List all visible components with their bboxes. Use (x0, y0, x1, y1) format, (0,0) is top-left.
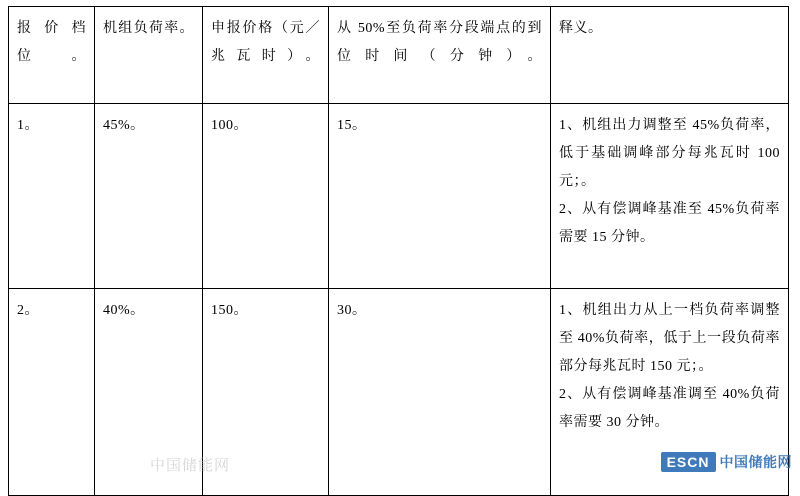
column-header-arrival-time: 从 50%至负荷率分段端点的到位时间（分钟）。 (329, 7, 551, 104)
column-header-load-rate: 机组负荷率。 (95, 7, 203, 104)
cell-definition (551, 104, 789, 289)
peak-shaving-price-table (8, 6, 789, 496)
table-header-row (9, 7, 789, 104)
column-header-bid-level: 报价档位。 (9, 7, 95, 104)
cell-load-rate: 40%。 (95, 289, 203, 496)
cell-bid-level: 1。 (9, 104, 95, 289)
definition-paragraph: 2、从有偿调峰基准至 45%负荷率需要 15 分钟。 (559, 202, 780, 245)
definition-paragraph: 1、机组出力调整至 45%负荷率，低于基础调峰部分每兆瓦时 100 元；。 (559, 118, 780, 189)
watermark-site-name: 中国储能网 (719, 454, 792, 470)
table-row (9, 104, 789, 289)
definition-paragraph: 2、从有偿调峰基准调至 40%负荷率需要 30 分钟。 (559, 387, 780, 430)
watermark (661, 451, 792, 473)
cell-bid-level: 2。 (9, 289, 95, 496)
watermark-badge: ESCN (661, 452, 716, 472)
cell-declared-price: 150。 (203, 289, 329, 496)
watermark-ghost-text: 中国储能网 (150, 457, 231, 474)
cell-arrival-time: 30。 (329, 289, 551, 496)
column-header-definition: 释义。 (551, 7, 789, 104)
cell-arrival-time: 15。 (329, 104, 551, 289)
column-header-declared-price: 申报价格（元／兆瓦时）。 (203, 7, 329, 104)
cell-declared-price: 100。 (203, 104, 329, 289)
cell-load-rate: 45%。 (95, 104, 203, 289)
document-page (0, 6, 800, 477)
definition-paragraph: 1、机组出力从上一档负荷率调整至 40%负荷率，低于上一段负荷率部分每兆瓦时 150 元；。 (559, 303, 780, 374)
